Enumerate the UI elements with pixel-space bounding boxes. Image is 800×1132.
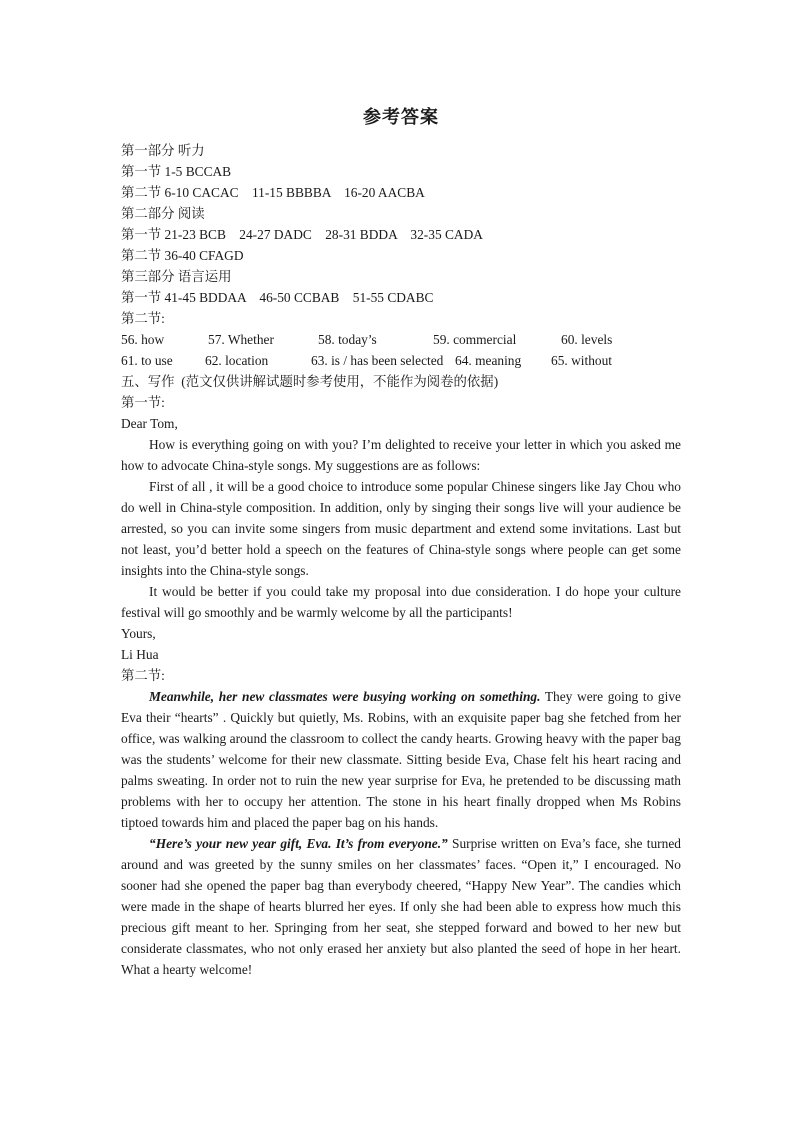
answer-60: 60. levels (561, 332, 613, 347)
answer-59: 59. commercial (433, 332, 517, 347)
answer-63: 63. is / has been selected (311, 353, 444, 368)
letter-paragraph-3: It would be better if you could take my proposal into due consideration. I do hope your culture festival will go smoothly and be warmly welcome by all the participants! (121, 584, 681, 620)
story-paragraph-2-lead: “Here’s your new year gift, Eva. It’s from everyone.” (149, 836, 448, 851)
writing-section2: 第二节: (121, 668, 165, 683)
part3-section2: 第二节: (121, 311, 165, 326)
part1-section1: 第一节 1-5 BCCAB (121, 164, 232, 179)
answer-56: 56. how (121, 332, 165, 347)
letter-paragraph-2: First of all , it will be a good choice to introduce some popular Chinese singers like Jay Chou who do well in China-style composition. In addition, only by singing their songs live will your audience be arrested, so you can invite some singers from music department and extend some invitations. Last but not least, you’d better hold a speech on the features of China-style songs where people can get some insights into the China-style songs. (121, 479, 681, 578)
answer-key-page (121, 104, 681, 980)
part1-section2: 第二节 6-10 CACAC 11-15 BBBBA 16-20 AACBA (121, 185, 425, 200)
answer-57: 57. Whether (208, 332, 274, 347)
story-paragraph-1-lead: Meanwhile, her new classmates were busying working on something. (149, 689, 541, 704)
letter-paragraph-1: How is everything going on with you? I’m delighted to receive your letter in which you asked me how to advocate China-style songs. My suggestions are as follows: (121, 437, 681, 473)
part1-heading: 第一部分 听力 (121, 143, 205, 158)
part2-section1: 第一节 21-23 BCB 24-27 DADC 28-31 BDDA 32-35 CADA (121, 227, 483, 242)
story-paragraph-2-body: Surprise written on Eva’s face, she turned around and was greeted by the sunny smiles on her classmates’ faces. “Open it,” I encouraged. No sooner had she opened the paper bag than everybody cheered, “Happy New Year”. The candies which were made in the shape of hearts blurred her eyes. If only she had been able to express how much this precious gift meant to her. Springing from her seat, she stepped forward and bowed to her new but considerate classmates, who not only erased her anxiety but also planted the seed of hope in her heart. What a hearty welcome! (121, 836, 681, 977)
part3-heading: 第三部分 语言运用 (121, 269, 232, 284)
writing-section1: 第一节: (121, 395, 165, 410)
letter-closing: Yours, (121, 626, 156, 641)
answer-61: 61. to use (121, 353, 173, 368)
letter-signature: Li Hua (121, 647, 159, 662)
answer-62: 62. location (205, 353, 269, 368)
answer-64: 64. meaning (455, 353, 522, 368)
story-paragraph-2 (121, 833, 681, 980)
writing-heading: 五、写作 (范文仅供讲解试题时参考使用，不能作为阅卷的依据) (121, 374, 499, 389)
story-paragraph-1-body: They were going to give Eva their “hearts” . Quickly but quietly, Ms. Robins, with an exquisite paper bag she fetched from her office, was walking around the classroom to collect the candy hearts. Growing heavy with the paper bag was the students’ welcome for their new classmate. Sitting beside Eva, Chase felt his heart racing and palms sweating. In order not to ruin the new year surprise for Eva, he pretended to be discussing math problems with her to occupy her attention. The stone in his heart finally dropped when Ms Robins tiptoed towards him and placed the paper bag on his hands. (121, 689, 681, 830)
fill-row-1 (121, 329, 681, 350)
answer-58: 58. today’s (318, 332, 377, 347)
story-paragraph-1 (121, 686, 681, 833)
part2-heading: 第二部分 阅读 (121, 206, 205, 221)
part2-section2: 第二节 36-40 CFAGD (121, 248, 244, 263)
letter-greeting: Dear Tom, (121, 416, 178, 431)
page-title: 参考答案 (363, 107, 439, 127)
part3-section1: 第一节 41-45 BDDAA 46-50 CCBAB 51-55 CDABC (121, 290, 434, 305)
answer-65: 65. without (551, 353, 613, 368)
fill-row-2 (121, 350, 681, 371)
